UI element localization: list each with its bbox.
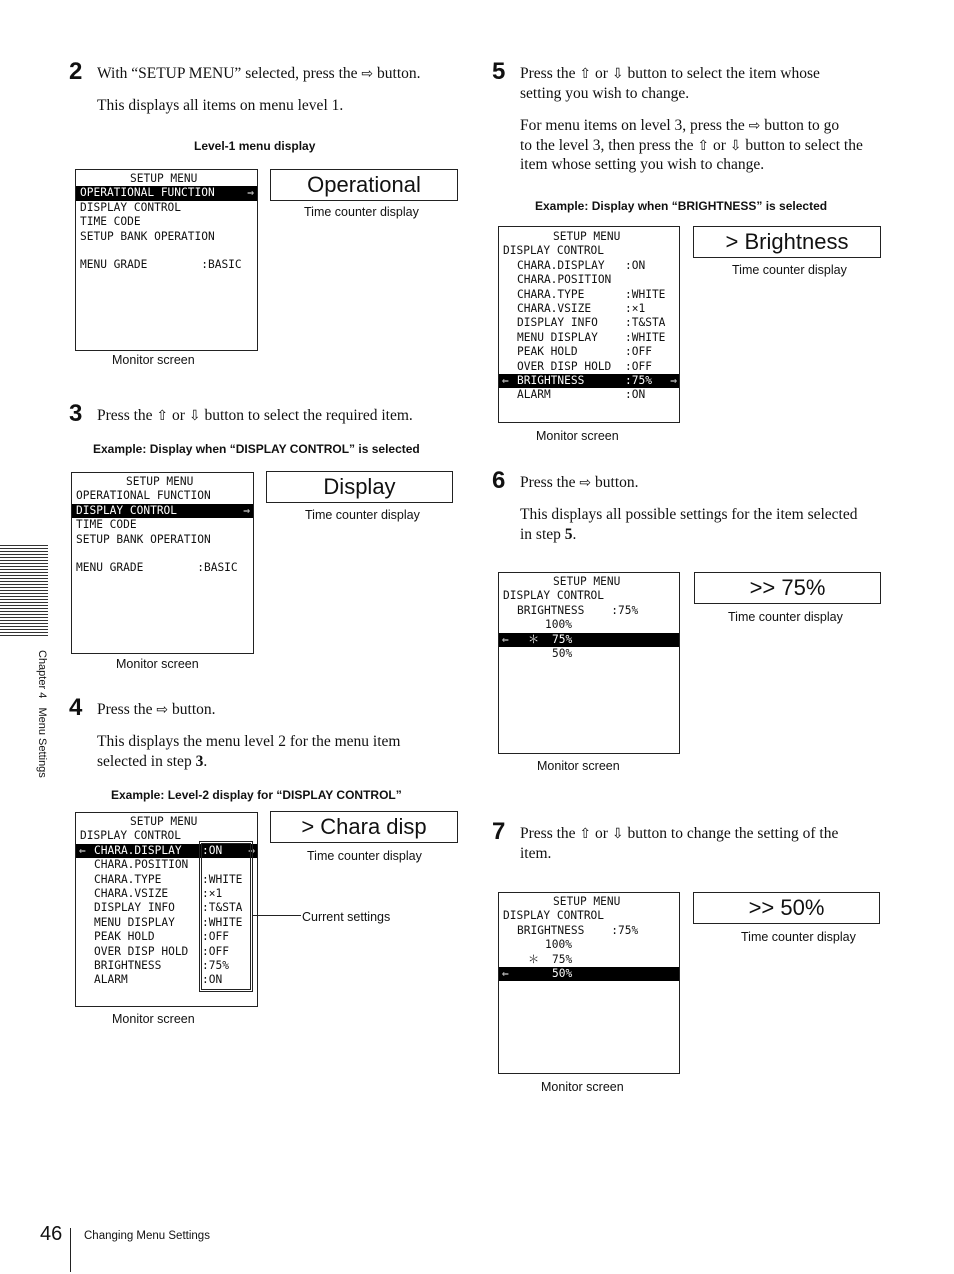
- right-arrow-icon: ⇨: [748, 118, 761, 134]
- chapter-text: [36, 650, 48, 778]
- text: Press the: [520, 65, 576, 82]
- text: CHARA.DISPLAY: [94, 843, 182, 857]
- step-number: 6: [492, 467, 506, 494]
- text: :75%: [202, 959, 229, 972]
- text: to the level 3, then press the: [520, 137, 694, 154]
- star-icon: ＊: [528, 952, 540, 966]
- text: button to select the item whose: [627, 65, 820, 82]
- screen-line-selected: [499, 374, 679, 388]
- text: CHARA.POSITION: [517, 273, 612, 287]
- screen-line-selected: [499, 967, 679, 981]
- monitor-screen: [75, 169, 258, 351]
- text: BRIGHTNESS: [517, 374, 585, 387]
- step-2-subtext: This displays all items on menu level 1.: [97, 97, 344, 114]
- text: CHARA.VSIZE: [94, 887, 169, 900]
- screen-line: DISPLAY CONTROL: [503, 244, 605, 258]
- text: :WHITE: [202, 872, 243, 886]
- chapter-tab-stripes: [0, 545, 48, 638]
- footer-divider: [70, 1228, 71, 1272]
- text: DISPLAY INFO: [94, 901, 175, 915]
- text: button to change the setting of the: [627, 825, 839, 842]
- step-2-text: [97, 64, 421, 85]
- step-number: 4: [69, 694, 83, 721]
- text: CHARA.DISPLAY: [517, 258, 605, 272]
- step-5-text: setting you wish to change.: [520, 85, 690, 102]
- screen-line: DISPLAY CONTROL: [503, 909, 605, 923]
- screen-line: MENU GRADE :BASIC: [80, 258, 242, 272]
- time-counter-display: >> 50%: [693, 892, 880, 924]
- step-4-subtext: This displays the menu level 2 for the menu item: [97, 733, 401, 750]
- monitor-screen: [498, 226, 680, 423]
- text: Press the: [97, 701, 153, 718]
- screen-line: DISPLAY CONTROL: [80, 829, 182, 843]
- step-number: 3: [69, 400, 83, 427]
- screen-line: BRIGHTNESS :75%: [517, 603, 639, 617]
- screen-line: [499, 388, 679, 402]
- screen-line: [499, 331, 679, 345]
- time-counter-label: Time counter display: [728, 610, 843, 624]
- right-arrow-icon: ⇒: [670, 374, 677, 387]
- left-arrow-icon: ⇐: [502, 374, 509, 387]
- screen-line: 50%: [552, 647, 573, 660]
- screen-line: SETUP MENU: [553, 575, 621, 588]
- text: Press the: [520, 474, 576, 491]
- step-5-subtext: [520, 136, 863, 157]
- text: Press the: [520, 825, 576, 842]
- text: BRIGHTNESS: [94, 959, 162, 972]
- step-5-subtext: item whose setting you wish to change.: [520, 156, 765, 173]
- text: ALARM: [94, 973, 128, 987]
- text: :ON: [625, 258, 646, 272]
- current-settings-box-inner: [201, 843, 251, 990]
- text: :WHITE: [625, 287, 666, 301]
- figure-caption: Example: Display when “DISPLAY CONTROL” is selected: [93, 442, 420, 456]
- text: DISPLAY CONTROL: [76, 503, 178, 517]
- monitor-label: Monitor screen: [116, 657, 199, 671]
- step-reference: 5: [564, 526, 573, 543]
- text: :WHITE: [625, 330, 666, 344]
- up-arrow-icon: ⇧: [156, 408, 169, 424]
- text: button to go: [764, 117, 840, 134]
- up-arrow-icon: ⇧: [697, 138, 710, 154]
- screen-line: BRIGHTNESS :75%: [517, 923, 639, 937]
- text: MENU DISPLAY: [94, 915, 175, 929]
- current-settings-label: Current settings: [302, 910, 391, 924]
- figure-caption: Example: Level-2 display for “DISPLAY CONTROL”: [111, 788, 402, 802]
- step-3-text: [97, 406, 413, 427]
- screen-line-selected: [499, 633, 679, 647]
- text: 75%: [552, 632, 573, 646]
- down-arrow-icon: ⇩: [188, 408, 201, 424]
- text: MENU DISPLAY: [517, 330, 598, 344]
- step-number: 5: [492, 58, 506, 85]
- text: 50%: [552, 967, 573, 980]
- up-arrow-icon: ⇧: [579, 66, 592, 82]
- text: or: [172, 407, 185, 424]
- step-reference: 3: [195, 753, 204, 770]
- monitor-screen: [498, 572, 680, 754]
- text: button.: [595, 474, 639, 491]
- right-arrow-icon: ⇨: [361, 66, 374, 82]
- time-counter-label: Time counter display: [307, 849, 422, 863]
- screen-line: MENU GRADE :BASIC: [76, 561, 238, 575]
- chapter-tab-label: [34, 650, 48, 800]
- text: or: [595, 65, 608, 82]
- step-4-subtext: [97, 752, 207, 772]
- time-counter-display: > Brightness: [693, 226, 881, 258]
- text: :OFF: [202, 944, 229, 958]
- text: button.: [377, 65, 421, 82]
- monitor-screen: [498, 892, 680, 1074]
- text: .: [572, 526, 577, 543]
- step-6-subtext: This displays all possible settings for the item selected: [520, 506, 858, 523]
- text: :T&STA: [202, 901, 243, 915]
- screen-line: SETUP MENU: [130, 172, 198, 185]
- text: :ON: [625, 388, 646, 402]
- left-arrow-icon: ⇐: [502, 967, 509, 980]
- text: .: [203, 753, 208, 770]
- time-counter-display: Display: [266, 471, 453, 503]
- time-counter-label: Time counter display: [305, 508, 420, 522]
- text: 75%: [552, 952, 573, 966]
- monitor-screen: [75, 812, 258, 1007]
- right-arrow-icon: ⇨: [156, 702, 169, 718]
- step-number: 2: [69, 58, 83, 85]
- text: PEAK HOLD: [517, 345, 578, 359]
- text: button.: [172, 701, 216, 718]
- right-arrow-icon: ⇒: [248, 843, 255, 857]
- text: :×1: [202, 887, 223, 900]
- time-counter-display: Operational: [270, 169, 458, 201]
- screen-line: [499, 273, 679, 287]
- up-arrow-icon: ⇧: [579, 826, 592, 842]
- text: CHARA.TYPE: [517, 287, 585, 301]
- text: CHARA.POSITION: [94, 858, 189, 872]
- left-arrow-icon: ⇐: [502, 632, 509, 646]
- screen-line: OPERATIONAL FUNCTION: [76, 489, 211, 503]
- down-arrow-icon: ⇩: [611, 66, 624, 82]
- screen-line: SETUP MENU: [553, 895, 621, 908]
- screen-line: DISPLAY CONTROL: [80, 200, 182, 214]
- time-counter-label: Time counter display: [732, 263, 847, 277]
- step-6-subtext: [520, 525, 576, 545]
- text: CHARA.TYPE: [94, 872, 162, 886]
- text: PEAK HOLD: [94, 930, 155, 944]
- text: or: [712, 137, 726, 154]
- time-counter-label: Time counter display: [304, 205, 419, 219]
- screen-line: [499, 953, 679, 967]
- text: :WHITE: [202, 915, 243, 929]
- screen-line-selected: [76, 186, 257, 200]
- monitor-label: Monitor screen: [541, 1080, 624, 1094]
- text: OPERATIONAL FUNCTION: [80, 186, 215, 200]
- step-4-text: [97, 700, 216, 721]
- step-number: 7: [492, 818, 506, 845]
- time-counter-label: Time counter display: [741, 930, 856, 944]
- screen-line-selected: [72, 504, 253, 518]
- monitor-label: Monitor screen: [112, 353, 195, 367]
- monitor-screen: [71, 472, 254, 654]
- text: button to select the: [745, 137, 863, 154]
- figure-caption: Level-1 menu display: [194, 139, 316, 153]
- footer-title: Changing Menu Settings: [84, 1230, 210, 1242]
- text: button to select the required item.: [204, 407, 413, 424]
- text: Menu Settings: [36, 707, 48, 778]
- time-counter-display: > Chara disp: [270, 811, 458, 843]
- text: :OFF: [625, 345, 652, 359]
- screen-line: 100%: [545, 618, 572, 632]
- text: Press the: [97, 407, 153, 424]
- screen-line: TIME CODE: [80, 215, 141, 229]
- text: :75%: [625, 374, 652, 387]
- text: ALARM: [517, 388, 551, 402]
- text: or: [595, 825, 608, 842]
- text: OVER DISP HOLD: [517, 359, 612, 373]
- text: :OFF: [202, 930, 229, 944]
- screen-line: [499, 288, 679, 302]
- step-6-text: [520, 473, 639, 494]
- screen-line: 100%: [545, 938, 572, 952]
- figure-caption: Example: Display when “BRIGHTNESS” is selected: [535, 199, 828, 213]
- screen-line: [499, 316, 679, 330]
- text: selected in step: [97, 753, 192, 770]
- right-arrow-icon: ⇒: [247, 186, 254, 200]
- text: :OFF: [625, 359, 652, 373]
- text: Chapter 4: [36, 650, 48, 699]
- text: CHARA.VSIZE: [517, 302, 592, 315]
- screen-line: SETUP BANK OPERATION: [76, 532, 211, 546]
- step-7-text: item.: [520, 845, 552, 862]
- step-5-text: [520, 64, 820, 85]
- right-arrow-icon: ⇨: [579, 475, 592, 491]
- text: :T&STA: [625, 316, 666, 330]
- text: :ON: [202, 843, 223, 857]
- right-arrow-icon: ⇒: [243, 503, 250, 517]
- text: :ON: [202, 973, 223, 987]
- text: For menu items on level 3, press the: [520, 117, 745, 134]
- text: :×1: [625, 302, 646, 315]
- screen-line: SETUP MENU: [130, 815, 198, 828]
- monitor-label: Monitor screen: [537, 759, 620, 773]
- screen-line: SETUP BANK OPERATION: [80, 229, 215, 243]
- text: in step: [520, 526, 561, 543]
- monitor-label: Monitor screen: [112, 1012, 195, 1026]
- step-7-text: [520, 824, 838, 845]
- screen-line: [499, 345, 679, 359]
- leader-line: [252, 915, 301, 916]
- text: OVER DISP HOLD: [94, 944, 189, 958]
- screen-line: [499, 360, 679, 374]
- screen-line: [499, 259, 679, 273]
- screen-line: SETUP MENU: [126, 475, 194, 488]
- text: With “SETUP MENU” selected, press the: [97, 65, 358, 82]
- down-arrow-icon: ⇩: [729, 138, 742, 154]
- monitor-label: Monitor screen: [536, 429, 619, 443]
- text: DISPLAY INFO: [517, 316, 598, 330]
- star-icon: ＊: [528, 632, 540, 646]
- screen-line: [499, 302, 679, 316]
- page-number: 46: [40, 1223, 63, 1245]
- left-arrow-icon: ⇐: [79, 843, 86, 857]
- screen-line: SETUP MENU: [553, 230, 621, 243]
- screen-line: DISPLAY CONTROL: [503, 589, 605, 603]
- time-counter-display: >> 75%: [694, 572, 881, 604]
- step-5-subtext: [520, 116, 839, 137]
- down-arrow-icon: ⇩: [611, 826, 624, 842]
- screen-line: TIME CODE: [76, 518, 137, 532]
